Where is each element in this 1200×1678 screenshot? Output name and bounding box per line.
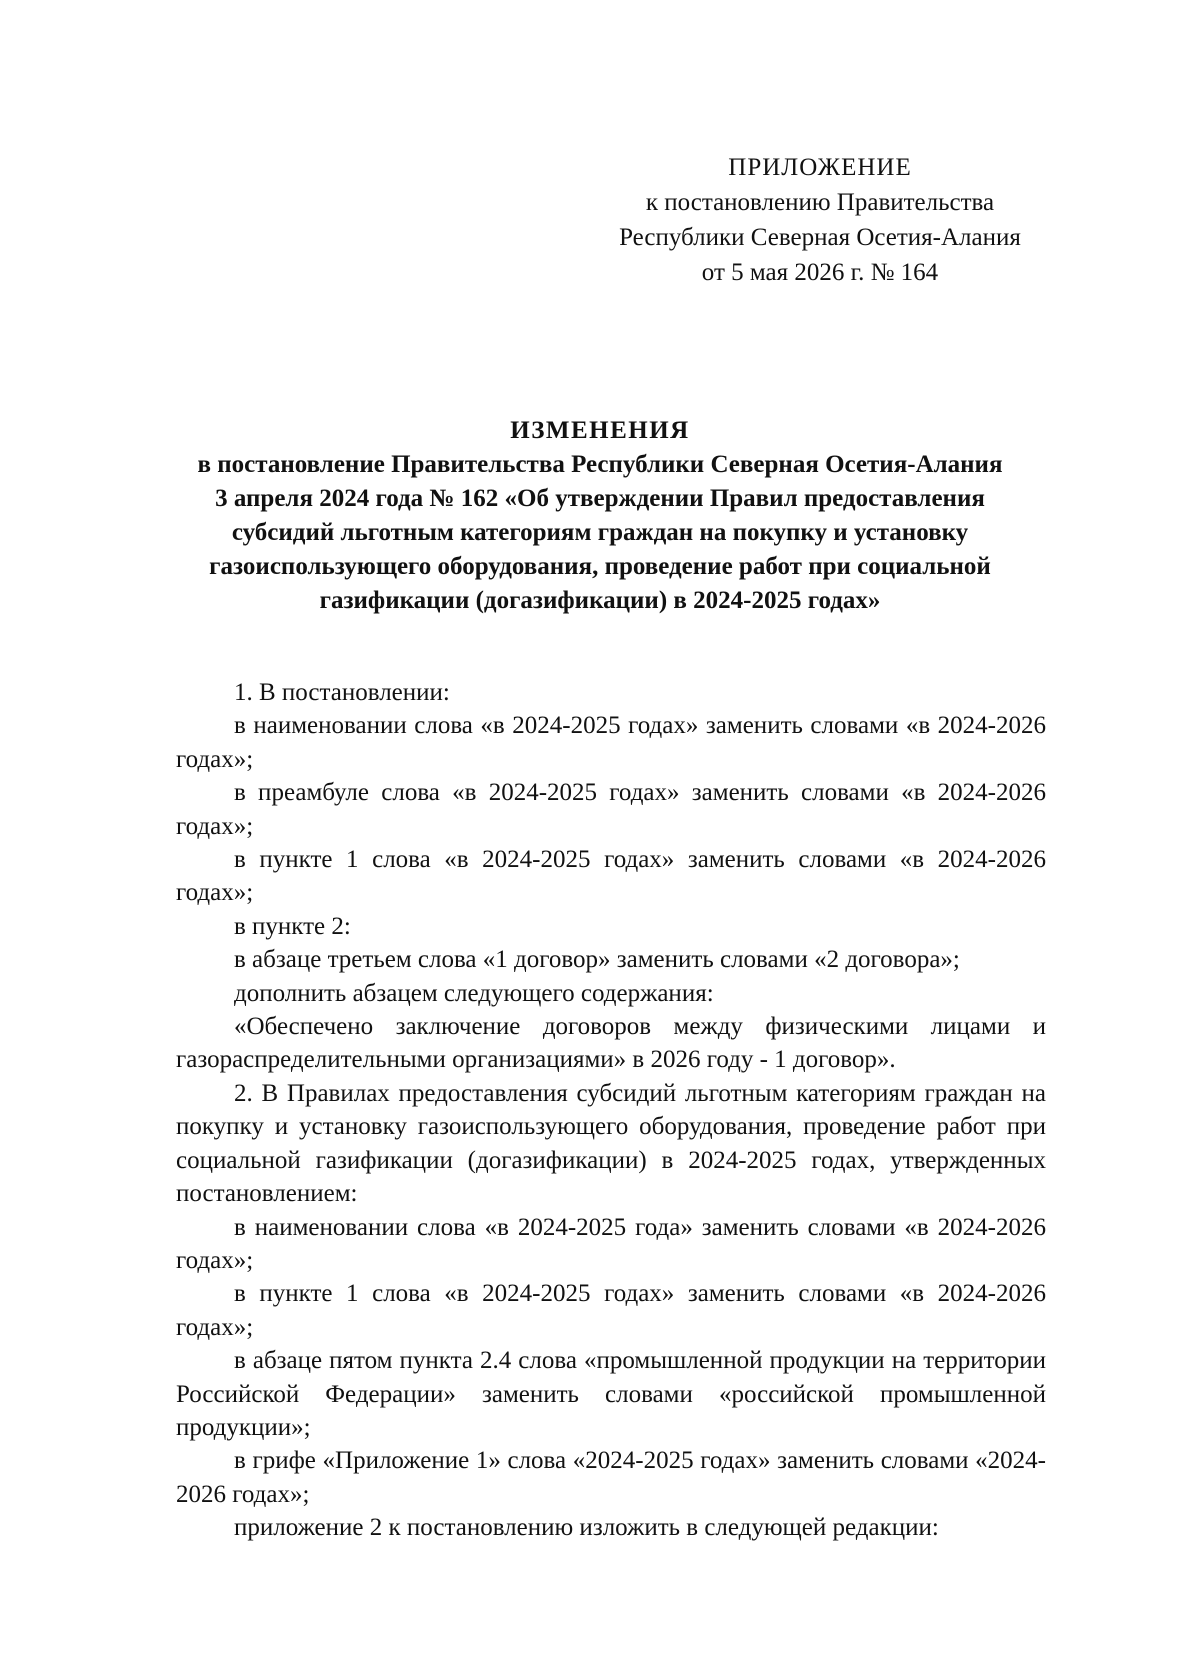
title-line: газификации (догазификации) в 2024-2025 годах»	[319, 587, 881, 614]
paragraph: 2. В Правилах предоставления субсидий льготным категориям граждан на покупку и установку газоиспользующего оборудования, проведение работ при социальной газификации (догазификации) в 2024-2025 годах, утвержденных постановлением:	[176, 1079, 1046, 1208]
appendix-resolution-line: к постановлению Правительства	[645, 189, 995, 216]
paragraph: в абзаце пятом пункта 2.4 слова «промышленной продукции на территории Российской Федерации» заменить словами «российской промышленной продукции»;	[176, 1347, 1046, 1441]
paragraph: «Обеспечено заключение договоров между физическими лицами и газораспределительными организациями» в 2026 году - 1 договор».	[176, 1013, 1046, 1074]
title-line: субсидий льготным категориям граждан на покупку и установку	[231, 519, 969, 546]
appendix-stamp	[560, 150, 1080, 290]
paragraph: в пункте 2:	[234, 912, 351, 940]
paragraph: дополнить абзацем следующего содержания:	[234, 979, 714, 1007]
paragraph: приложение 2 к постановлению изложить в следующей редакции:	[234, 1514, 939, 1542]
title-heading: ИЗМЕНЕНИЯ	[510, 417, 690, 444]
paragraph: в грифе «Приложение 1» слова «2024-2025 годах» заменить словами «2024-2026 годах»;	[176, 1447, 1046, 1508]
appendix-date-number: от 5 мая 2026 г. № 164	[701, 259, 939, 286]
paragraph: в наименовании слова «в 2024-2025 года» заменить словами «в 2024-2026 годах»;	[176, 1213, 1046, 1274]
paragraph: 1. В постановлении:	[234, 679, 450, 706]
document-title	[130, 414, 1070, 618]
paragraph: в преамбуле слова «в 2024-2025 годах» заменить словами «в 2024-2026 годах»;	[176, 779, 1046, 840]
paragraph: в пункте 1 слова «в 2024-2025 годах» заменить словами «в 2024-2026 годах»;	[176, 1280, 1046, 1341]
appendix-republic-line: Республики Северная Осетия-Алания	[619, 224, 1021, 251]
paragraph: в наименовании слова «в 2024-2025 годах» заменить словами «в 2024-2026 годах»;	[176, 712, 1046, 773]
title-line: газоиспользующего оборудования, проведение работ при социальной	[209, 553, 991, 580]
document-body	[176, 676, 1046, 1545]
appendix-label: ПРИЛОЖЕНИЕ	[728, 154, 912, 181]
paragraph: в абзаце третьем слова «1 договор» заменить словами «2 договора»;	[234, 946, 960, 974]
title-line: 3 апреля 2024 года № 162 «Об утверждении Правил предоставления	[215, 485, 985, 512]
title-line: в постановление Правительства Республики Северная Осетия-Алания	[197, 451, 1003, 478]
paragraph: в пункте 1 слова «в 2024-2025 годах» заменить словами «в 2024-2026 годах»;	[176, 846, 1046, 907]
